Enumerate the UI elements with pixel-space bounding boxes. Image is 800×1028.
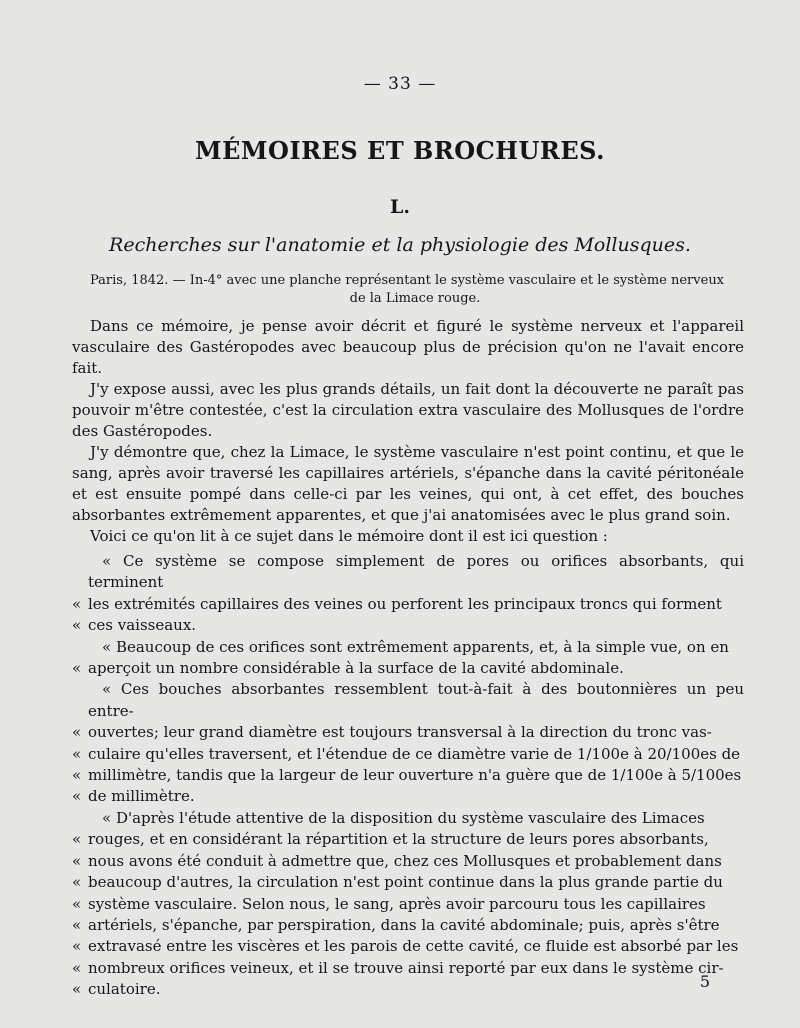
quote-line: « nous avons été conduit à admettre que, chez ces Mollusques et probablement dans: [72, 851, 744, 872]
quote-line: « de millimètre.: [72, 786, 744, 807]
quote-line: « extravasé entre les viscères et les parois de cette cavité, ce fluide est absorbé par les: [72, 936, 744, 957]
quote-line: « beaucoup d'autres, la circulation n'est point continue dans la plus grande partie du: [72, 872, 744, 893]
body-text: [72, 316, 744, 1001]
quote-line: « Beaucoup de ces orifices sont extrêmement apparents, et, à la simple vue, on en: [102, 637, 729, 656]
bibliographic-note: [90, 272, 740, 308]
biblio-line: Paris, 1842. — In-4° avec une planche représentant le système vasculaire et le système nerveux: [90, 273, 725, 288]
signature-mark: 5: [699, 972, 710, 991]
quote-line: « culatoire.: [72, 979, 744, 1000]
quote-line: « Ce système se compose simplement de pores ou orifices absorbants, qui terminent: [88, 552, 744, 592]
paragraph: J'y démontre que, chez la Limace, le système vasculaire n'est point continu, et que le sang, après avoir traversé les capillaires artériels, s'épanche dans la cavité péritonéale et est ensuite pompé dans celle-ci par les veines, qui ont, à cet effet, des bouches absorbantes extrêmement apparentes, et que j'ai anatomisées avec le plus grand soin.: [72, 443, 744, 524]
quote-line: « Ces bouches absorbantes ressemblent tout-à-fait à des boutonnières un peu entre-: [88, 680, 744, 720]
quote-line: « rouges, et en considérant la répartition et la structure de leurs pores absorbants,: [72, 829, 744, 850]
quote-line: « millimètre, tandis que la largeur de leur ouverture n'a guère que de 1/100e à 5/100es: [72, 765, 744, 786]
quote-line: « les extrémités capillaires des veines ou perforent les principaux troncs qui forment: [72, 594, 744, 615]
quote-line: « D'après l'étude attentive de la disposition du système vasculaire des Limaces: [102, 808, 705, 827]
quote-line: « ouvertes; leur grand diamètre est toujours transversal à la direction du tronc vas-: [72, 722, 744, 743]
quote-line: « aperçoit un nombre considérable à la surface de la cavité abdominale.: [72, 658, 744, 679]
work-title: Recherches sur l'anatomie et la physiologie des Mollusques.: [109, 234, 691, 256]
quotation-block: [72, 551, 744, 1001]
biblio-line: de la Limace rouge.: [349, 291, 481, 306]
page-number: — 33 —: [363, 74, 437, 94]
paragraph: Voici ce qu'on lit à ce sujet dans le mémoire dont il est ici question :: [90, 527, 608, 545]
paragraph: J'y expose aussi, avec les plus grands détails, un fait dont la découverte ne paraît pas pouvoir m'être contestée, c'est la circulation extra vasculaire des Mollusques de l'ordre des Gastéropodes.: [72, 380, 744, 440]
quote-line: « système vasculaire. Selon nous, le sang, après avoir parcouru tous les capillaires: [72, 894, 744, 915]
section-number: L.: [390, 196, 410, 218]
page-title: MÉMOIRES ET BROCHURES.: [195, 136, 605, 165]
quote-line: « nombreux orifices veineux, et il se trouve ainsi reporté par eux dans le système cir-: [72, 958, 744, 979]
quote-line: « artériels, s'épanche, par perspiration, dans la cavité abdominale; puis, après s'être: [72, 915, 744, 936]
paragraph: Dans ce mémoire, je pense avoir décrit et figuré le système nerveux et l'appareil vasculaire des Gastéropodes avec beaucoup plus de précision qu'on ne l'avait encore fait.: [72, 317, 744, 377]
quote-line: « ces vaisseaux.: [72, 615, 744, 636]
quote-line: « culaire qu'elles traversent, et l'étendue de ce diamètre varie de 1/100e à 20/100es de: [72, 744, 744, 765]
